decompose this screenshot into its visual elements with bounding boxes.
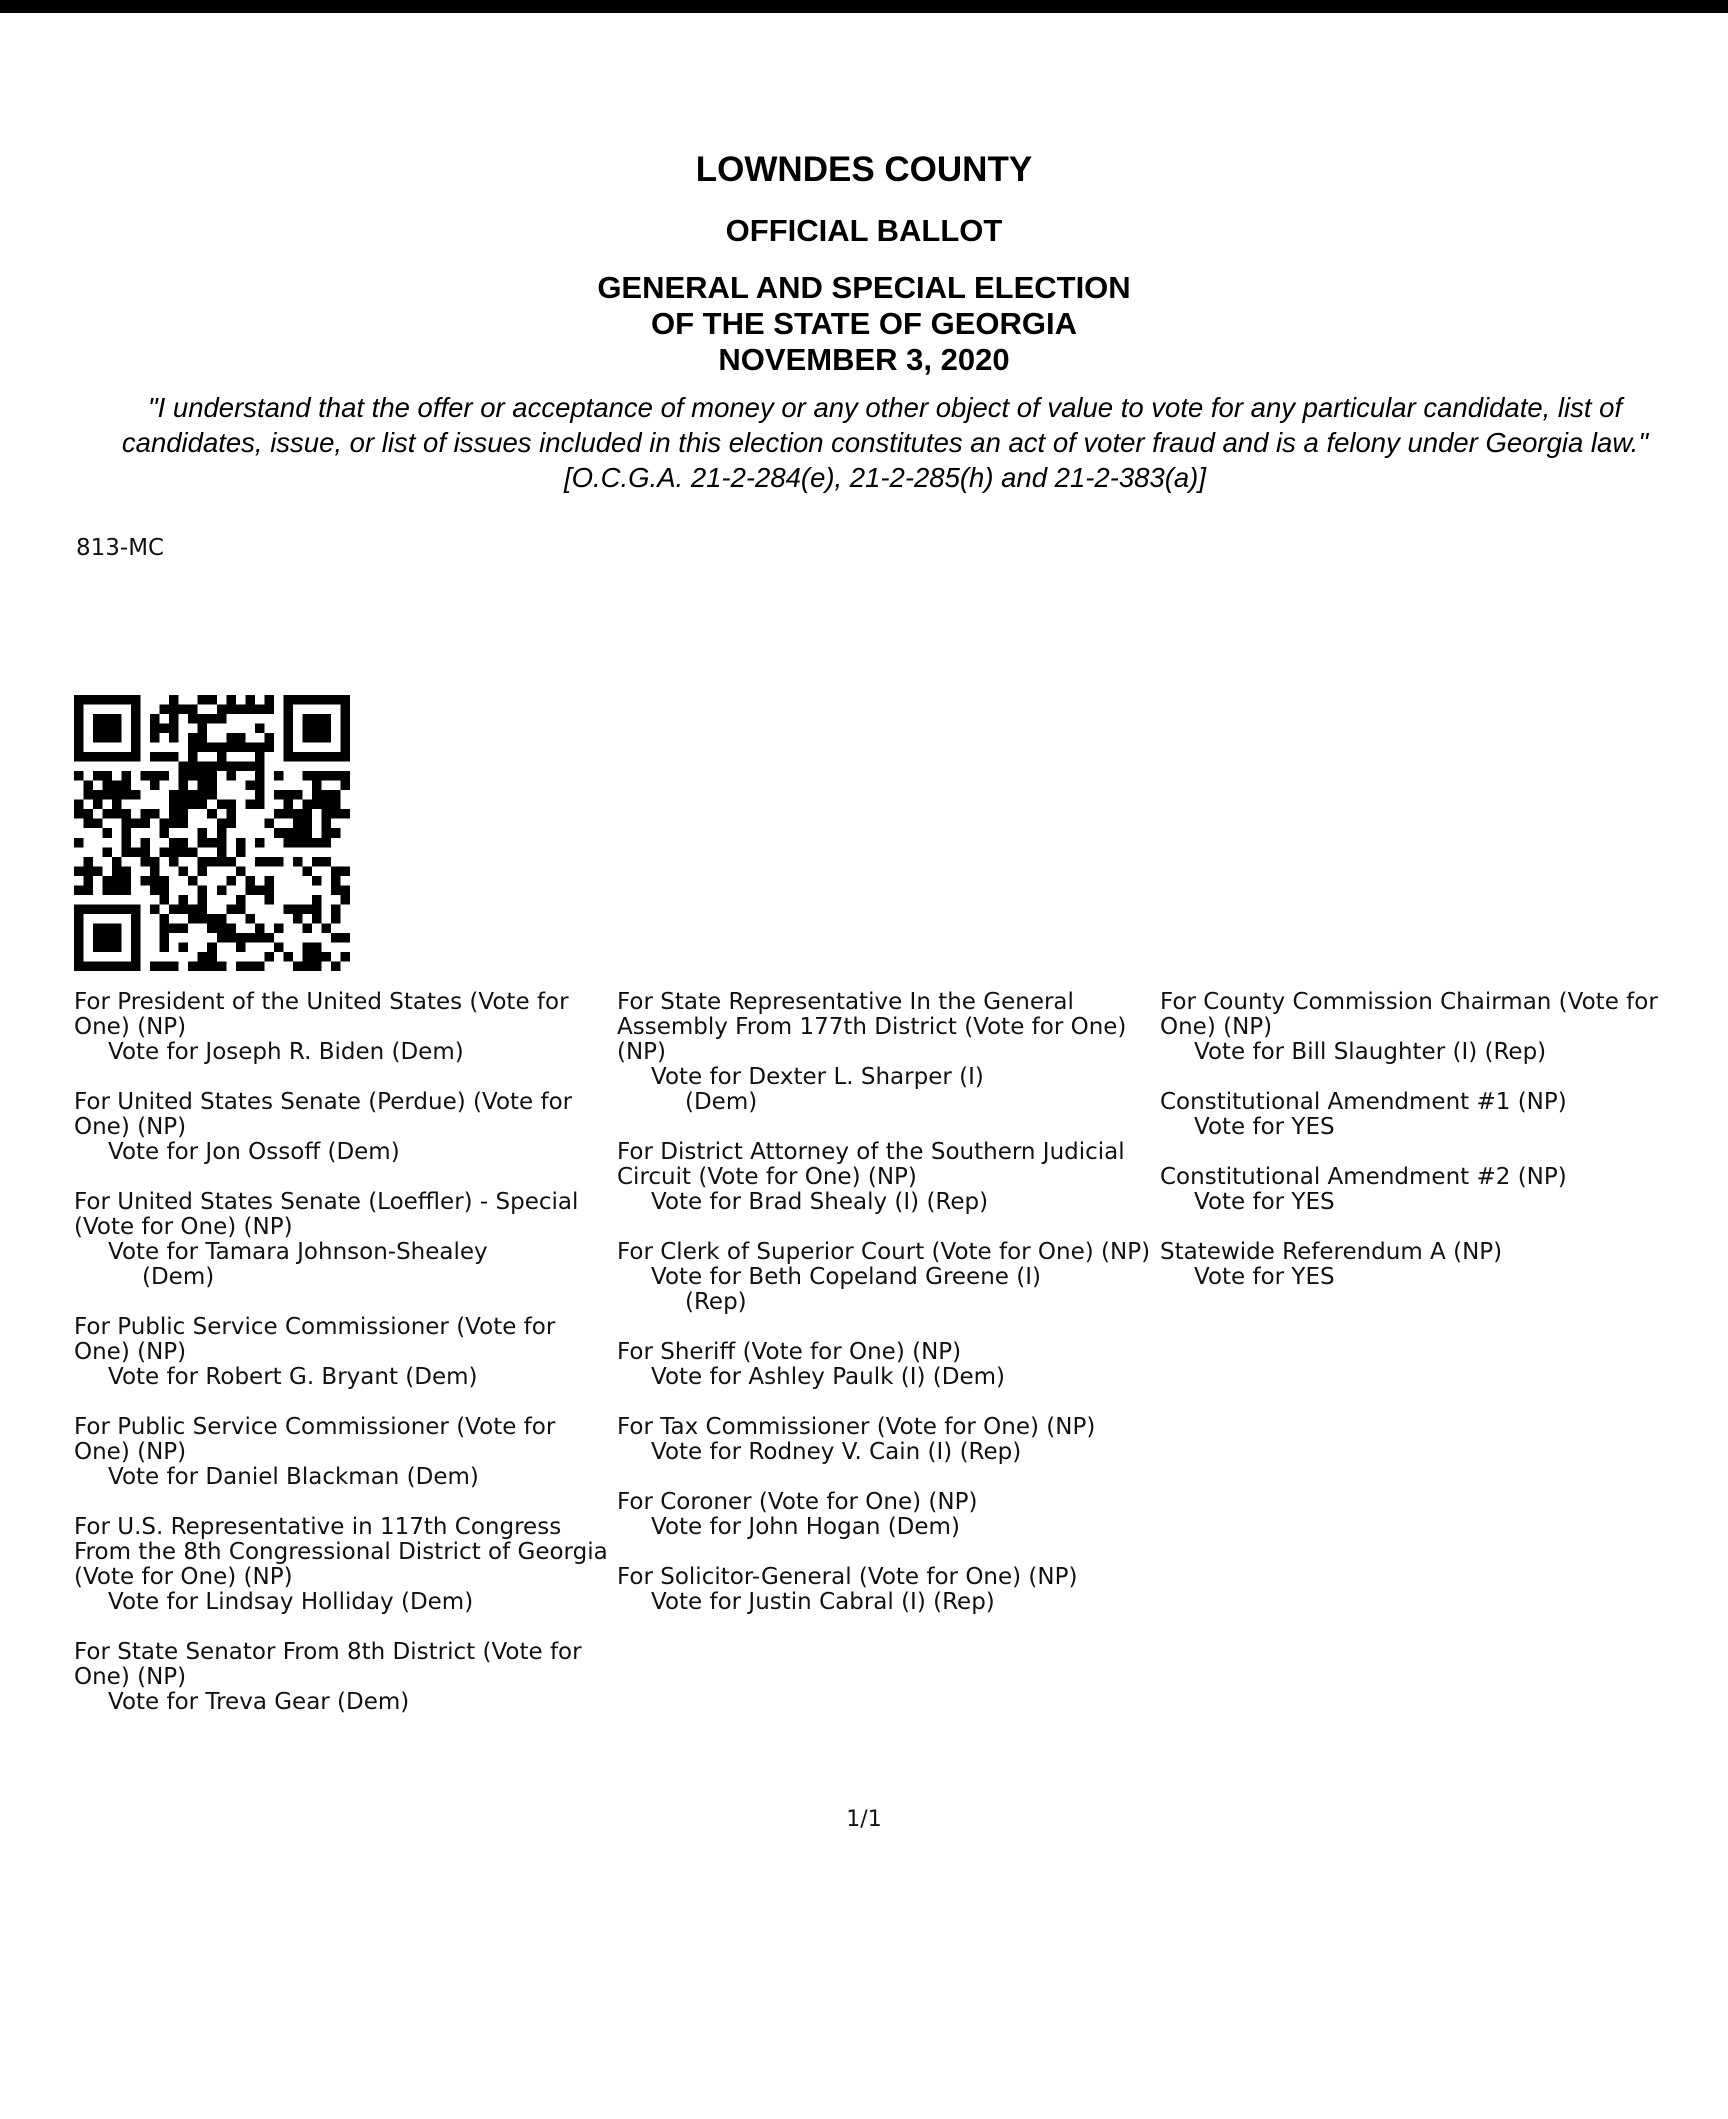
race-title: Statewide Referendum A (NP) — [1160, 1239, 1503, 1265]
race-title: For United States Senate (Loeffler) - Special (Vote for One) (NP) — [74, 1189, 579, 1240]
race-entry — [74, 1315, 614, 1390]
race-entry — [1160, 1240, 1720, 1290]
race-selection — [617, 1190, 1162, 1215]
race-title: For State Senator From 8th District (Vote for One) (NP) — [74, 1639, 582, 1690]
race-title: For County Commission Chairman (Vote for One) (NP) — [1160, 989, 1658, 1040]
ballot-column-1 — [74, 990, 614, 1740]
county-name: LOWNDES COUNTY — [695, 150, 1033, 189]
race-title: For Coroner (Vote for One) (NP) — [617, 1489, 978, 1515]
race-selection-text: Vote for Beth Copeland Greene (I) — [651, 1264, 1041, 1290]
race-selection-party: (Dem) — [685, 1089, 758, 1115]
race-title: For Public Service Commissioner (Vote for One) (NP) — [74, 1414, 556, 1465]
race-entry — [617, 1240, 1162, 1315]
page-number: 1/1 — [846, 1807, 882, 1832]
race-selection-text: Vote for Treva Gear (Dem) — [108, 1689, 410, 1715]
race-selection — [617, 1065, 1162, 1115]
election-title-line1: GENERAL AND SPECIAL ELECTION — [597, 270, 1131, 305]
race-title: For United States Senate (Perdue) (Vote for One) (NP) — [74, 1089, 573, 1140]
election-title-line2: OF THE STATE OF GEORGIA — [651, 306, 1077, 341]
scan-top-border — [0, 0, 1728, 13]
race-selection — [74, 1240, 614, 1290]
race-selection — [617, 1265, 1162, 1315]
race-selection-text: Vote for Jon Ossoff (Dem) — [108, 1139, 400, 1165]
ballot-type: OFFICIAL BALLOT — [725, 213, 1003, 248]
race-selection — [617, 1365, 1162, 1390]
race-entry — [74, 990, 614, 1065]
race-title: For U.S. Representative in 117th Congress From the 8th Congressional District of Georgia (Vote for One) (NP) — [74, 1514, 608, 1590]
race-title: For Sheriff (Vote for One) (NP) — [617, 1339, 962, 1365]
race-entry — [74, 1190, 614, 1290]
race-selection — [1160, 1115, 1720, 1140]
race-selection-party: (Rep) — [685, 1289, 747, 1315]
race-title: Constitutional Amendment #1 (NP) — [1160, 1089, 1567, 1115]
race-selection-text: Vote for Brad Shealy (I) (Rep) — [651, 1189, 989, 1215]
race-entry — [617, 1490, 1162, 1540]
ballot-column-2 — [617, 990, 1162, 1640]
race-selection-text: Vote for Rodney V. Cain (I) (Rep) — [651, 1439, 1022, 1465]
race-selection — [74, 1040, 614, 1065]
race-title: For Solicitor-General (Vote for One) (NP) — [617, 1564, 1078, 1590]
race-entry — [1160, 1165, 1720, 1215]
race-title: For Tax Commissioner (Vote for One) (NP) — [617, 1414, 1096, 1440]
race-title: For State Representative In the General Assembly From 177th District (Vote for One) (NP) — [617, 989, 1127, 1065]
race-selection — [617, 1515, 1162, 1540]
race-selection-text: Vote for Joseph R. Biden (Dem) — [108, 1039, 464, 1065]
race-entry — [1160, 990, 1720, 1065]
race-title: For District Attorney of the Southern Judicial Circuit (Vote for One) (NP) — [617, 1139, 1125, 1190]
race-selection-party: (Dem) — [142, 1264, 215, 1290]
race-selection — [617, 1440, 1162, 1465]
race-selection — [74, 1465, 614, 1490]
race-entry — [74, 1415, 614, 1490]
race-entry — [74, 1090, 614, 1165]
ballot-column-3 — [1160, 990, 1720, 1315]
voter-fraud-oath: "I understand that the offer or acceptance of money or any other object of value to vote for any particular candidate, list of candidates, issue, or list of issues included in this election constitutes an act of voter fraud and is a felony under Georgia law." [O.C.G.A. 21-2-284(e), 21-2-285(h) and 21-2-383(a)] — [121, 392, 1649, 493]
race-selection-text: Vote for Dexter L. Sharper (I) — [651, 1064, 984, 1090]
qr-code — [74, 695, 350, 971]
race-selection-text: Vote for Tamara Johnson-Shealey — [108, 1239, 488, 1265]
race-selection — [74, 1365, 614, 1390]
race-selection — [74, 1140, 614, 1165]
race-selection-text: Vote for Daniel Blackman (Dem) — [108, 1464, 479, 1490]
race-entry — [74, 1640, 614, 1715]
race-title: For President of the United States (Vote for One) (NP) — [74, 989, 569, 1040]
race-selection-text: Vote for YES — [1194, 1114, 1335, 1140]
race-selection — [1160, 1190, 1720, 1215]
race-selection-text: Vote for YES — [1194, 1189, 1335, 1215]
race-title: Constitutional Amendment #2 (NP) — [1160, 1164, 1567, 1190]
race-title: For Clerk of Superior Court (Vote for One) (NP) — [617, 1239, 1151, 1265]
race-selection — [617, 1590, 1162, 1615]
race-entry — [617, 1565, 1162, 1615]
race-selection-text: Vote for Ashley Paulk (I) (Dem) — [651, 1364, 1005, 1390]
race-selection — [74, 1590, 614, 1615]
election-date: NOVEMBER 3, 2020 — [718, 342, 1010, 377]
race-entry — [617, 1415, 1162, 1465]
race-selection — [1160, 1040, 1720, 1065]
race-selection-text: Vote for Lindsay Holliday (Dem) — [108, 1589, 474, 1615]
race-entry — [617, 1340, 1162, 1390]
race-selection-text: Vote for YES — [1194, 1264, 1335, 1290]
race-selection — [74, 1690, 614, 1715]
race-entry — [617, 1140, 1162, 1215]
race-selection-text: Vote for John Hogan (Dem) — [651, 1514, 960, 1540]
race-selection-text: Vote for Robert G. Bryant (Dem) — [108, 1364, 478, 1390]
ballot-style-id: 813-MC — [76, 535, 165, 561]
race-title: For Public Service Commissioner (Vote for One) (NP) — [74, 1314, 556, 1365]
race-selection — [1160, 1265, 1720, 1290]
race-entry — [74, 1515, 614, 1615]
race-selection-text: Vote for Bill Slaughter (I) (Rep) — [1194, 1039, 1547, 1065]
race-entry — [617, 990, 1162, 1115]
race-selection-text: Vote for Justin Cabral (I) (Rep) — [651, 1589, 995, 1615]
race-entry — [1160, 1090, 1720, 1140]
